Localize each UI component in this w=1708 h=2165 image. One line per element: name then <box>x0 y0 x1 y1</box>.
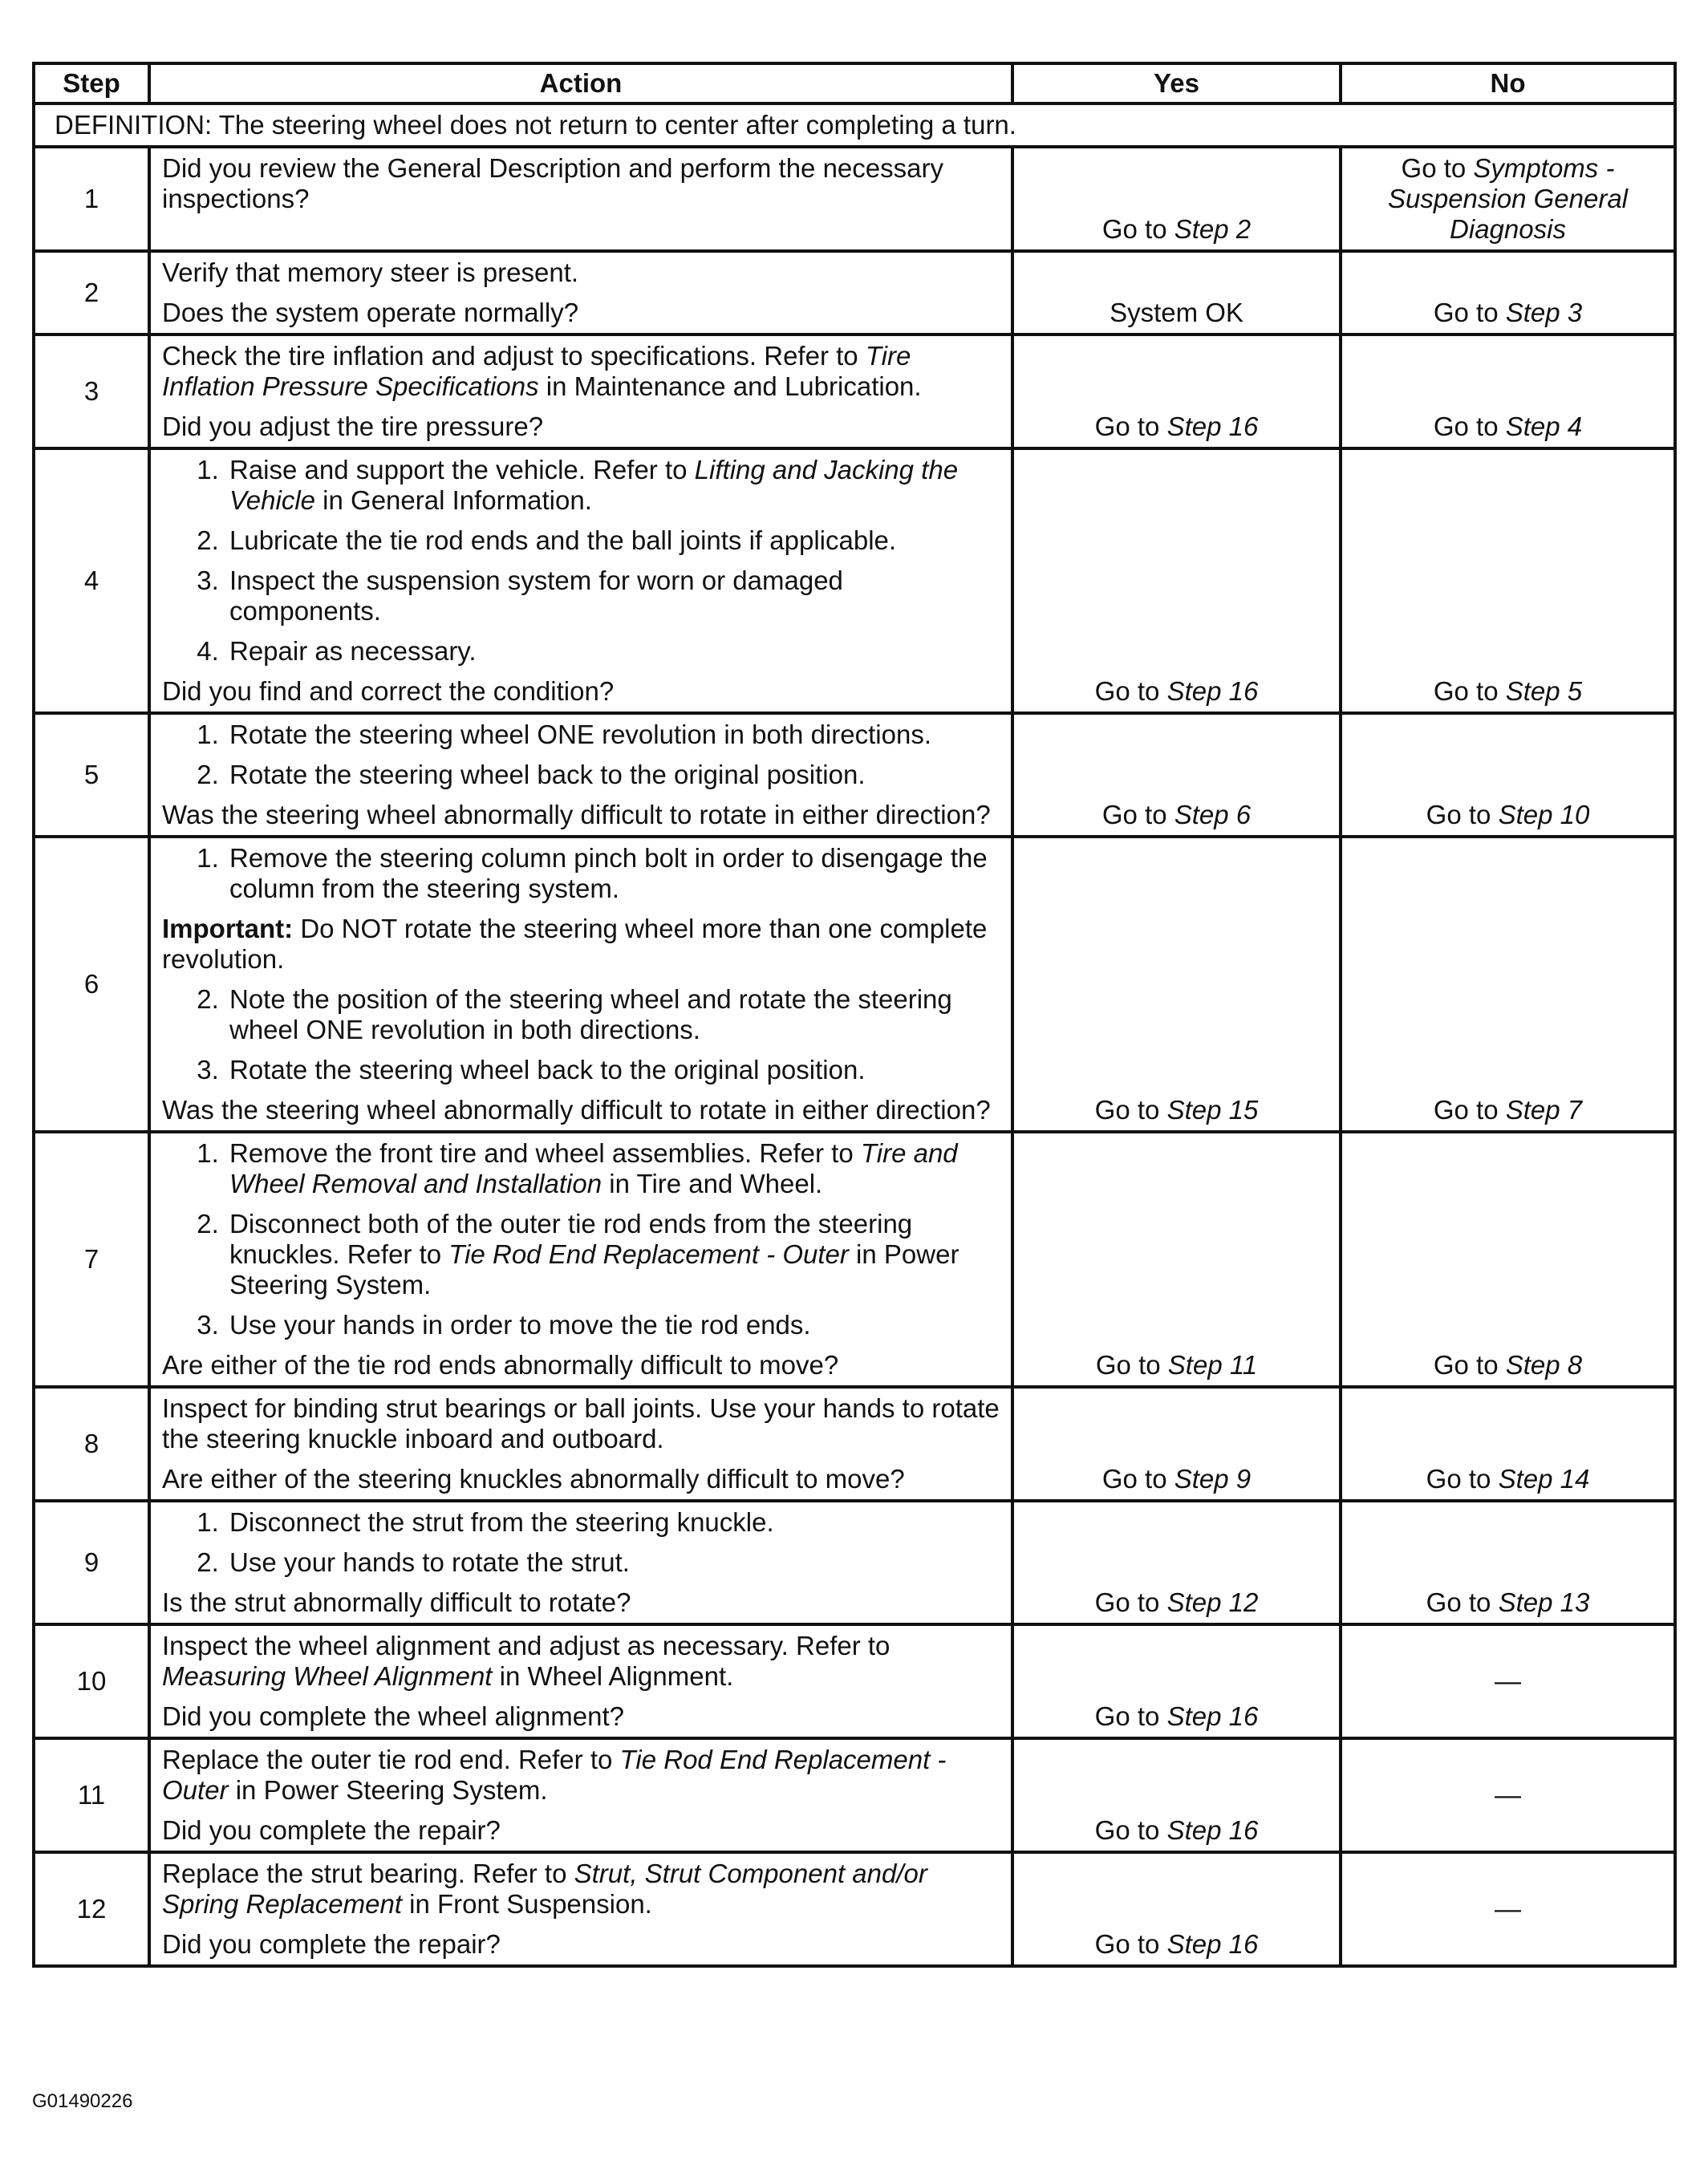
step-number: 1 <box>34 147 149 251</box>
no-prefix: Go to <box>1433 1095 1506 1125</box>
step-number: 10 <box>34 1624 149 1738</box>
table-row <box>34 1624 1675 1738</box>
step-number: 4 <box>34 448 149 713</box>
action-cell <box>149 251 1012 334</box>
no-reference: Step 5 <box>1505 676 1583 706</box>
action-cell <box>149 713 1012 837</box>
definition-row <box>34 103 1675 147</box>
diagnostic-table <box>32 62 1677 1968</box>
action-text <box>162 341 1000 402</box>
yes-cell <box>1012 334 1341 448</box>
list-item: 2. Rotate the steering wheel back to the original position. <box>226 760 1000 790</box>
no-prefix: Go to <box>1426 1587 1499 1617</box>
action-text-part: in Maintenance and Lubrication. <box>538 371 922 401</box>
list-item <box>226 1138 1000 1199</box>
action-cell <box>149 334 1012 448</box>
yes-cell <box>1012 713 1341 837</box>
yes-cell <box>1012 1738 1341 1852</box>
table-row <box>34 334 1675 448</box>
table-row <box>34 1387 1675 1501</box>
no-cell <box>1341 837 1675 1132</box>
action-text-part: Replace the strut bearing. Refer to <box>162 1859 574 1888</box>
yes-cell <box>1012 1624 1341 1738</box>
action-reference: Tie Rod End Replacement - Outer <box>448 1239 849 1269</box>
table-row <box>34 147 1675 251</box>
list-item: 1. Rotate the steering wheel ONE revolution in both directions. <box>226 720 1000 750</box>
action-text-part: Disconnect both of the outer tie rod ends from the steering knuckles. Refer to <box>229 1209 913 1269</box>
no-reference: Step 3 <box>1505 298 1583 327</box>
important-text: Do NOT rotate the steering wheel more than one complete revolution. <box>162 914 988 974</box>
no-reference: Step 14 <box>1498 1464 1590 1494</box>
action-reference: Strut, Strut Component and/or Spring Replacement <box>162 1859 927 1919</box>
action-cell <box>149 147 1012 251</box>
action-list <box>162 984 1000 1085</box>
list-item <box>226 455 1000 516</box>
definition-text: DEFINITION: The steering wheel does not return to center after completing a turn. <box>34 103 1675 147</box>
action-cell <box>149 1501 1012 1624</box>
action-text: Inspect for binding strut bearings or ball joints. Use your hands to rotate the steering knuckle inboard and outboard. <box>162 1393 1000 1453</box>
no-reference: Step 4 <box>1505 412 1583 441</box>
action-question: Did you find and correct the condition? <box>162 676 615 706</box>
no-prefix: Go to <box>1426 800 1499 829</box>
action-text <box>162 1631 1000 1692</box>
table-row <box>34 713 1675 837</box>
step-number: 12 <box>34 1852 149 1966</box>
yes-prefix: Go to <box>1094 1095 1167 1125</box>
yes-prefix: Go to <box>1101 1464 1175 1494</box>
action-cell <box>149 1852 1012 1966</box>
no-prefix: Go to <box>1433 1350 1506 1380</box>
action-text <box>162 1745 1000 1806</box>
table-row <box>34 1132 1675 1387</box>
list-item: 1. Remove the steering column pinch bolt in order to disengage the column from the steering system. <box>226 843 1000 904</box>
action-list <box>162 843 1000 904</box>
header-step: Step <box>34 63 149 103</box>
no-prefix: Go to <box>1433 676 1506 706</box>
no-reference: Symptoms - Suspension General Diagnosis <box>1387 153 1629 244</box>
list-item: 2. Note the position of the steering wheel and rotate the steering wheel ONE revolution in both directions. <box>226 984 1000 1045</box>
step-number: 8 <box>34 1387 149 1501</box>
list-item: 1. Disconnect the strut from the steering knuckle. <box>226 1507 1000 1538</box>
no-cell <box>1341 251 1675 334</box>
step-number: 3 <box>34 334 149 448</box>
no-prefix: Go to <box>1433 298 1506 327</box>
header-row <box>34 63 1675 103</box>
action-text-part: in Wheel Alignment. <box>492 1661 734 1691</box>
yes-prefix: Go to <box>1094 1815 1167 1845</box>
no-cell: — <box>1341 1624 1675 1738</box>
action-text <box>162 1859 1000 1920</box>
yes-reference: Step 16 <box>1166 676 1259 706</box>
yes-cell <box>1012 1852 1341 1966</box>
list-item: 3. Inspect the suspension system for worn or damaged components. <box>226 566 1000 626</box>
yes-cell <box>1012 147 1341 251</box>
yes-cell <box>1012 837 1341 1132</box>
list-item <box>226 1209 1000 1300</box>
yes-prefix: Go to <box>1101 800 1175 829</box>
action-question: Did you review the General Description and perform the necessary inspections? <box>162 153 943 213</box>
yes-prefix: Go to <box>1094 1929 1167 1959</box>
no-cell <box>1341 147 1675 251</box>
action-text-part: Raise and support the vehicle. Refer to <box>229 455 695 484</box>
action-text-part: Remove the front tire and wheel assemblies. Refer to <box>229 1138 861 1168</box>
table-row <box>34 1501 1675 1624</box>
action-list <box>162 1507 1000 1578</box>
action-text-part: Check the tire inflation and adjust to specifications. Refer to <box>162 341 866 371</box>
header-no: No <box>1341 63 1675 103</box>
action-text-part: Inspect the wheel alignment and adjust as necessary. Refer to <box>162 1631 891 1660</box>
yes-reference: Step 16 <box>1166 1929 1259 1959</box>
no-reference: Step 7 <box>1505 1095 1583 1125</box>
header-action: Action <box>149 63 1012 103</box>
list-item: 2. Lubricate the tie rod ends and the ball joints if applicable. <box>226 525 1000 556</box>
important-label: Important: <box>162 914 294 943</box>
action-cell <box>149 1387 1012 1501</box>
yes-prefix: Go to <box>1095 1350 1168 1380</box>
action-reference: Lifting and Jacking the Vehicle <box>229 455 959 515</box>
action-text-part: in General Information. <box>315 485 592 515</box>
no-cell <box>1341 1387 1675 1501</box>
yes-reference: Step 15 <box>1166 1095 1259 1125</box>
table-row <box>34 1852 1675 1966</box>
step-number: 2 <box>34 251 149 334</box>
action-reference: Tire Inflation Pressure Specifications <box>162 341 911 401</box>
yes-reference: Step 9 <box>1174 1464 1252 1494</box>
yes-cell <box>1012 1387 1341 1501</box>
yes-prefix: Go to <box>1094 1701 1167 1731</box>
list-item: 3. Use your hands in order to move the tie rod ends. <box>226 1310 1000 1340</box>
action-list <box>162 720 1000 790</box>
action-reference: Tire and Wheel Removal and Installation <box>229 1138 958 1198</box>
action-question: Are either of the steering knuckles abnormally difficult to move? <box>162 1464 905 1494</box>
list-item: 4. Repair as necessary. <box>226 636 1000 667</box>
no-cell: — <box>1341 1738 1675 1852</box>
no-cell <box>1341 448 1675 713</box>
yes-prefix: Go to <box>1094 676 1167 706</box>
yes-prefix: Go to <box>1094 412 1167 441</box>
action-cell <box>149 448 1012 713</box>
action-question: Was the steering wheel abnormally difficult to rotate in either direction? <box>162 800 991 829</box>
yes-reference: Step 16 <box>1166 412 1259 441</box>
action-question: Did you complete the repair? <box>162 1929 501 1959</box>
action-text-part: Replace the outer tie rod end. Refer to <box>162 1745 620 1774</box>
step-number: 5 <box>34 713 149 837</box>
table-row <box>34 1738 1675 1852</box>
action-text-part: in Power Steering System. <box>228 1775 548 1805</box>
no-reference: Step 10 <box>1498 800 1590 829</box>
step-number: 7 <box>34 1132 149 1387</box>
yes-reference: Step 12 <box>1166 1587 1259 1617</box>
yes-cell: System OK <box>1012 251 1341 334</box>
action-text-part: in Tire and Wheel. <box>602 1169 823 1198</box>
no-cell <box>1341 1501 1675 1624</box>
action-cell <box>149 837 1012 1132</box>
no-prefix: Go to <box>1401 153 1474 183</box>
yes-cell <box>1012 1501 1341 1624</box>
action-text-part: in Power Steering System. <box>229 1239 959 1299</box>
yes-cell <box>1012 448 1341 713</box>
no-cell: — <box>1341 1852 1675 1966</box>
important-note <box>162 914 1000 975</box>
no-cell <box>1341 1132 1675 1387</box>
no-cell <box>1341 713 1675 837</box>
table-row <box>34 837 1675 1132</box>
action-question: Was the steering wheel abnormally difficult to rotate in either direction? <box>162 1095 991 1125</box>
step-number: 9 <box>34 1501 149 1624</box>
action-question: Does the system operate normally? <box>162 298 579 327</box>
list-item: 2. Use your hands to rotate the strut. <box>226 1547 1000 1578</box>
yes-prefix: Go to <box>1094 1587 1167 1617</box>
diagnostic-table-sheet <box>32 62 1674 1968</box>
list-item: 3. Rotate the steering wheel back to the original position. <box>226 1055 1000 1085</box>
action-text-part: in Front Suspension. <box>402 1889 652 1919</box>
step-number: 6 <box>34 837 149 1132</box>
no-prefix: Go to <box>1426 1464 1499 1494</box>
table-row <box>34 448 1675 713</box>
action-reference: Measuring Wheel Alignment <box>162 1661 493 1691</box>
step-number: 11 <box>34 1738 149 1852</box>
action-list <box>162 455 1000 667</box>
table-row <box>34 251 1675 334</box>
action-question: Are either of the tie rod ends abnormally difficult to move? <box>162 1350 839 1380</box>
no-reference: Step 13 <box>1498 1587 1590 1617</box>
action-question: Did you adjust the tire pressure? <box>162 412 544 441</box>
no-cell <box>1341 334 1675 448</box>
yes-prefix: Go to <box>1101 214 1175 244</box>
yes-reference: Step 16 <box>1166 1701 1259 1731</box>
action-question: Is the strut abnormally difficult to rotate? <box>162 1587 631 1617</box>
no-reference: Step 8 <box>1505 1350 1583 1380</box>
yes-reference: Step 16 <box>1166 1815 1259 1845</box>
action-question: Did you complete the wheel alignment? <box>162 1701 625 1731</box>
yes-reference: Step 2 <box>1174 214 1252 244</box>
action-text: Verify that memory steer is present. <box>162 257 579 287</box>
no-prefix: Go to <box>1433 412 1506 441</box>
action-reference: Tie Rod End Replacement - Outer <box>162 1745 947 1805</box>
yes-reference: Step 6 <box>1174 800 1252 829</box>
header-yes: Yes <box>1012 63 1341 103</box>
yes-cell <box>1012 1132 1341 1387</box>
action-cell <box>149 1624 1012 1738</box>
figure-id: G01490226 <box>32 2090 133 2112</box>
action-cell <box>149 1132 1012 1387</box>
yes-reference: Step 11 <box>1167 1350 1258 1380</box>
action-list <box>162 1138 1000 1340</box>
action-cell <box>149 1738 1012 1852</box>
action-question: Did you complete the repair? <box>162 1815 501 1845</box>
